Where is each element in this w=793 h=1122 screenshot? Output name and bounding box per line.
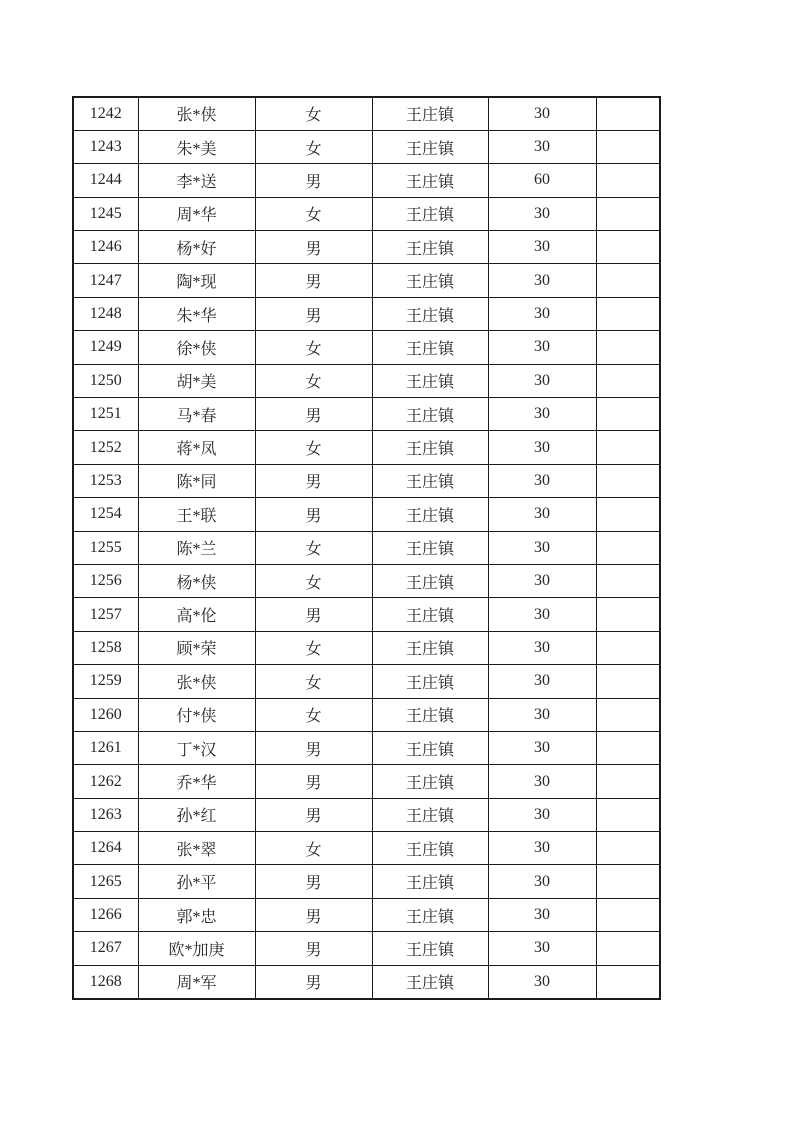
table-row [73,164,660,197]
cell-town: 王庄镇 [372,731,488,764]
cell-gender: 女 [255,431,372,464]
cell-serial-number: 1250 [73,364,138,397]
cell-empty [596,197,660,230]
table-row [73,364,660,397]
cell-gender: 男 [255,231,372,264]
cell-town: 王庄镇 [372,130,488,163]
table-row [73,564,660,597]
cell-person-name: 张*侠 [138,665,255,698]
cell-empty [596,665,660,698]
cell-serial-number: 1264 [73,832,138,865]
cell-serial-number: 1255 [73,531,138,564]
cell-empty [596,631,660,664]
cell-person-name: 陈*同 [138,464,255,497]
cell-person-name: 高*伦 [138,598,255,631]
cell-gender: 男 [255,898,372,931]
cell-town: 王庄镇 [372,97,488,130]
cell-amount: 30 [488,364,596,397]
cell-serial-number: 1242 [73,97,138,130]
cell-person-name: 蒋*凤 [138,431,255,464]
cell-empty [596,698,660,731]
cell-amount: 30 [488,297,596,330]
cell-serial-number: 1252 [73,431,138,464]
cell-amount: 30 [488,531,596,564]
cell-gender: 女 [255,698,372,731]
table-row [73,231,660,264]
cell-empty [596,865,660,898]
table-row [73,498,660,531]
cell-amount: 30 [488,731,596,764]
table-row [73,331,660,364]
cell-person-name: 李*送 [138,164,255,197]
cell-amount: 30 [488,464,596,497]
cell-empty [596,965,660,998]
cell-gender: 男 [255,965,372,998]
cell-gender: 女 [255,364,372,397]
cell-amount: 30 [488,865,596,898]
cell-serial-number: 1246 [73,231,138,264]
cell-person-name: 丁*汉 [138,731,255,764]
cell-amount: 30 [488,498,596,531]
cell-amount: 30 [488,398,596,431]
cell-empty [596,898,660,931]
cell-town: 王庄镇 [372,832,488,865]
cell-person-name: 王*联 [138,498,255,531]
cell-serial-number: 1260 [73,698,138,731]
cell-person-name: 顾*荣 [138,631,255,664]
cell-empty [596,531,660,564]
cell-town: 王庄镇 [372,598,488,631]
cell-empty [596,398,660,431]
cell-person-name: 乔*华 [138,765,255,798]
cell-gender: 女 [255,331,372,364]
cell-empty [596,431,660,464]
cell-amount: 30 [488,832,596,865]
table-row [73,865,660,898]
cell-town: 王庄镇 [372,431,488,464]
table-row [73,264,660,297]
cell-serial-number: 1257 [73,598,138,631]
table-row [73,431,660,464]
table-row [73,698,660,731]
cell-gender: 男 [255,932,372,965]
cell-town: 王庄镇 [372,865,488,898]
cell-gender: 女 [255,197,372,230]
cell-gender: 男 [255,598,372,631]
cell-amount: 30 [488,331,596,364]
cell-amount: 60 [488,164,596,197]
cell-town: 王庄镇 [372,164,488,197]
cell-empty [596,564,660,597]
table-row [73,932,660,965]
cell-empty [596,331,660,364]
cell-town: 王庄镇 [372,231,488,264]
cell-gender: 男 [255,865,372,898]
table-row [73,197,660,230]
cell-town: 王庄镇 [372,464,488,497]
cell-amount: 30 [488,665,596,698]
cell-town: 王庄镇 [372,965,488,998]
cell-person-name: 周*军 [138,965,255,998]
cell-empty [596,498,660,531]
cell-amount: 30 [488,898,596,931]
cell-amount: 30 [488,798,596,831]
cell-serial-number: 1253 [73,464,138,497]
cell-person-name: 陈*兰 [138,531,255,564]
table-row [73,531,660,564]
cell-empty [596,798,660,831]
cell-serial-number: 1263 [73,798,138,831]
cell-town: 王庄镇 [372,932,488,965]
cell-serial-number: 1261 [73,731,138,764]
cell-town: 王庄镇 [372,698,488,731]
cell-amount: 30 [488,631,596,664]
cell-person-name: 张*侠 [138,97,255,130]
cell-town: 王庄镇 [372,197,488,230]
cell-gender: 男 [255,798,372,831]
table-row [73,798,660,831]
cell-empty [596,832,660,865]
cell-empty [596,464,660,497]
cell-serial-number: 1249 [73,331,138,364]
cell-person-name: 郭*忠 [138,898,255,931]
cell-empty [596,932,660,965]
cell-gender: 男 [255,731,372,764]
cell-town: 王庄镇 [372,898,488,931]
cell-amount: 30 [488,197,596,230]
cell-empty [596,264,660,297]
cell-empty [596,297,660,330]
cell-person-name: 胡*美 [138,364,255,397]
table-row [73,464,660,497]
cell-town: 王庄镇 [372,665,488,698]
cell-empty [596,97,660,130]
table-row [73,965,660,998]
cell-serial-number: 1251 [73,398,138,431]
cell-town: 王庄镇 [372,531,488,564]
cell-serial-number: 1248 [73,297,138,330]
cell-serial-number: 1245 [73,197,138,230]
cell-amount: 30 [488,598,596,631]
cell-empty [596,164,660,197]
cell-person-name: 陶*现 [138,264,255,297]
cell-person-name: 朱*美 [138,130,255,163]
table-row [73,832,660,865]
cell-serial-number: 1268 [73,965,138,998]
cell-town: 王庄镇 [372,498,488,531]
cell-amount: 30 [488,130,596,163]
cell-person-name: 杨*侠 [138,564,255,597]
cell-gender: 女 [255,564,372,597]
cell-person-name: 徐*侠 [138,331,255,364]
cell-gender: 女 [255,665,372,698]
cell-amount: 30 [488,965,596,998]
cell-person-name: 孙*平 [138,865,255,898]
cell-serial-number: 1267 [73,932,138,965]
cell-gender: 男 [255,297,372,330]
cell-gender: 男 [255,765,372,798]
cell-amount: 30 [488,564,596,597]
cell-gender: 男 [255,398,372,431]
cell-empty [596,765,660,798]
table-row [73,665,660,698]
cell-gender: 女 [255,832,372,865]
cell-empty [596,598,660,631]
cell-gender: 女 [255,531,372,564]
cell-gender: 女 [255,130,372,163]
recipients-table [72,96,661,1000]
cell-person-name: 杨*好 [138,231,255,264]
cell-serial-number: 1266 [73,898,138,931]
cell-town: 王庄镇 [372,398,488,431]
cell-amount: 30 [488,97,596,130]
cell-gender: 男 [255,464,372,497]
cell-serial-number: 1243 [73,130,138,163]
cell-amount: 30 [488,932,596,965]
cell-empty [596,364,660,397]
cell-empty [596,731,660,764]
cell-amount: 30 [488,765,596,798]
cell-serial-number: 1258 [73,631,138,664]
cell-serial-number: 1262 [73,765,138,798]
cell-town: 王庄镇 [372,264,488,297]
cell-gender: 男 [255,498,372,531]
cell-serial-number: 1244 [73,164,138,197]
cell-serial-number: 1247 [73,264,138,297]
cell-town: 王庄镇 [372,297,488,330]
table-row [73,731,660,764]
table-row [73,598,660,631]
cell-town: 王庄镇 [372,564,488,597]
cell-person-name: 周*华 [138,197,255,230]
cell-serial-number: 1256 [73,564,138,597]
cell-empty [596,231,660,264]
cell-gender: 男 [255,164,372,197]
table-body [73,97,660,999]
table-row [73,631,660,664]
cell-gender: 女 [255,97,372,130]
cell-gender: 女 [255,631,372,664]
table-row [73,297,660,330]
cell-amount: 30 [488,264,596,297]
cell-serial-number: 1259 [73,665,138,698]
cell-serial-number: 1265 [73,865,138,898]
cell-person-name: 马*春 [138,398,255,431]
cell-gender: 男 [255,264,372,297]
cell-serial-number: 1254 [73,498,138,531]
table-row [73,130,660,163]
cell-empty [596,130,660,163]
table-row [73,765,660,798]
cell-amount: 30 [488,698,596,731]
cell-person-name: 欧*加庚 [138,932,255,965]
cell-town: 王庄镇 [372,364,488,397]
table-row [73,898,660,931]
cell-town: 王庄镇 [372,765,488,798]
cell-town: 王庄镇 [372,798,488,831]
cell-amount: 30 [488,431,596,464]
cell-amount: 30 [488,231,596,264]
cell-person-name: 张*翠 [138,832,255,865]
cell-town: 王庄镇 [372,631,488,664]
cell-person-name: 付*侠 [138,698,255,731]
cell-town: 王庄镇 [372,331,488,364]
cell-person-name: 朱*华 [138,297,255,330]
table-row [73,398,660,431]
cell-person-name: 孙*红 [138,798,255,831]
table-row [73,97,660,130]
